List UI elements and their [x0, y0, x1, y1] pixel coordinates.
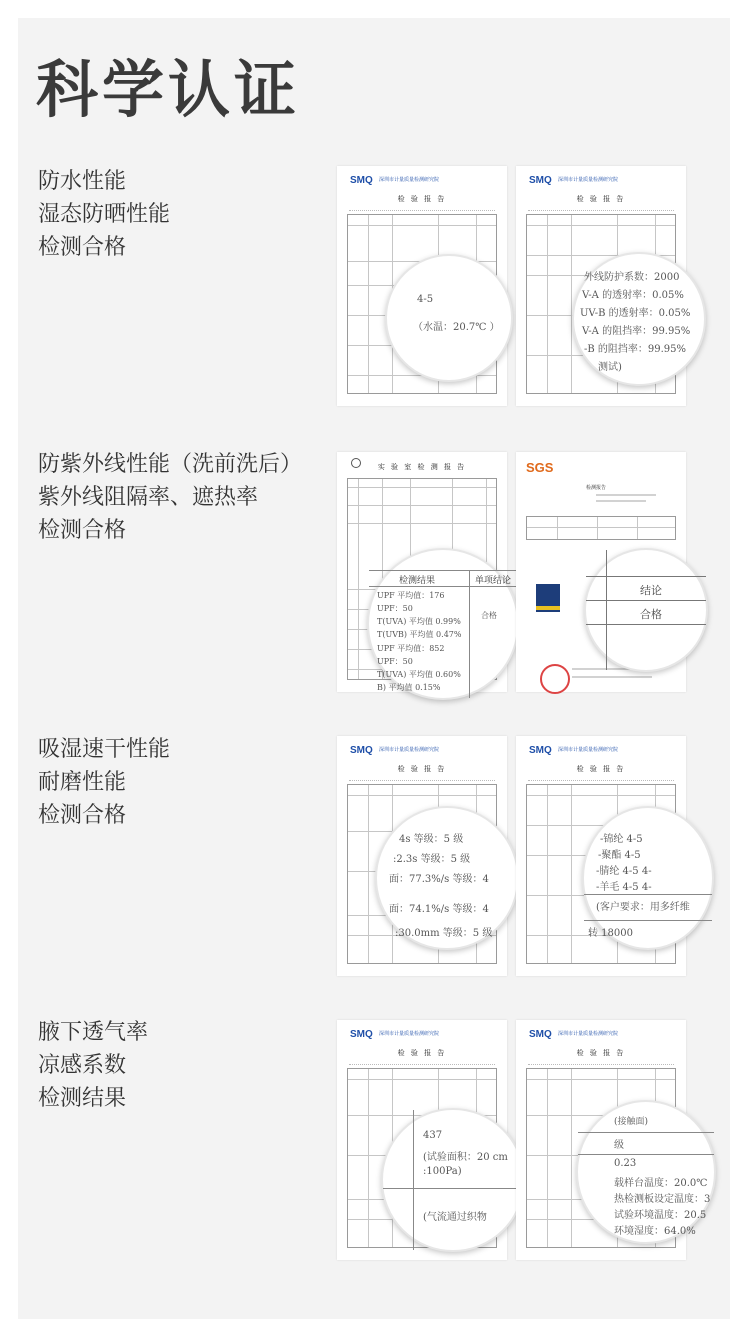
report-title: 实 验 室 检 测 报 告: [377, 463, 467, 471]
section-1-line-1: 防水性能: [38, 169, 127, 194]
mag-text: -锦纶 4-5: [600, 834, 643, 845]
section-4-text: [38, 1016, 148, 1115]
section-3-line-3: 检测合格: [38, 803, 127, 828]
mag-text: -腈纶 4-5 4-: [596, 866, 652, 877]
magnifier: [582, 806, 714, 950]
mag-text: (接触面): [614, 1117, 649, 1127]
mag-header: 检测结果: [399, 576, 436, 586]
report-logo: SMQ: [350, 175, 373, 186]
section-4-line-2: 凉感系数: [38, 1053, 127, 1078]
report-logo-sub: 深圳市计量质量检测研究院: [558, 1031, 619, 1037]
report-image: [337, 452, 512, 692]
magnifier: [572, 252, 706, 386]
report-logo-sub: 深圳市计量质量检测研究院: [379, 747, 440, 753]
section-2-line-2: 紫外线阻隔率、遮热率: [38, 485, 259, 510]
mag-text: UPF：50: [377, 657, 413, 666]
mag-text: 面：77.3%/s 等级：4: [389, 874, 489, 885]
mag-text: (客户要求：用多纤维: [596, 902, 690, 913]
mag-text: V-A 的透射率：0.05%: [582, 290, 684, 301]
report-logo-sub: 深圳市计量质量检测研究院: [379, 1031, 440, 1037]
mag-result: 合格: [481, 611, 497, 620]
mag-text: T(UVA) 平均值 0.99%: [377, 617, 461, 626]
mag-text: :100Pa): [423, 1166, 462, 1177]
mag-text: UPF 平均值：176: [377, 591, 445, 600]
mag-text: V-A 的阻挡率：99.95%: [582, 326, 691, 337]
mag-text: 转 18000: [588, 928, 633, 939]
report-image: [337, 736, 507, 976]
mag-text: 合格: [640, 608, 662, 621]
report-logo: SMQ: [529, 745, 552, 756]
magnifier: [367, 548, 519, 700]
mag-text: -羊毛 4-5 4-: [596, 882, 652, 893]
red-stamp: [540, 664, 570, 694]
report-image: [516, 166, 691, 406]
mag-text: T(UVB) 平均值 0.47%: [377, 630, 462, 639]
report-image: [337, 166, 507, 406]
report-title: 检 验 报 告: [397, 765, 447, 773]
mag-text: 测试): [598, 362, 622, 373]
mag-text: (气流通过织物: [423, 1212, 487, 1223]
page-title: 科学认证: [36, 53, 301, 126]
mag-text: 环境湿度：64.0%: [614, 1226, 696, 1237]
magnifier: [381, 1108, 525, 1252]
report-logo: SMQ: [529, 1029, 552, 1040]
mag-text: 载样台温度：20.0℃: [614, 1178, 708, 1189]
mag-text: -聚酯 4-5: [598, 850, 641, 861]
section-1-line-2: 湿态防晒性能: [38, 202, 171, 227]
section-2-line-1: 防紫外线性能（洗前洗后）: [38, 452, 303, 477]
mag-text: 面：74.1%/s 等级：4: [389, 904, 489, 915]
section-1-line-3: 检测合格: [38, 235, 127, 260]
report-logo: SMQ: [350, 745, 373, 756]
report-logo-sub: 深圳市计量质量检测研究院: [379, 177, 440, 183]
report-meta: [528, 776, 674, 781]
report-logo-sub: 深圳市计量质量检测研究院: [558, 177, 619, 183]
report-meta: [349, 776, 495, 781]
magnifier: [576, 1100, 716, 1244]
magnifier: [584, 548, 708, 672]
section-3-line-1: 吸湿速干性能: [38, 737, 171, 762]
mag-text: UPF 平均值：852: [377, 644, 445, 653]
mag-text: 437: [423, 1130, 443, 1141]
report-title: 检测报告: [586, 485, 607, 491]
report-title: 检 验 报 告: [576, 195, 626, 203]
mag-text: 4-5: [417, 294, 434, 305]
report-meta: [349, 1060, 495, 1065]
report-title: 检 验 报 告: [576, 765, 626, 773]
mag-text: （水温：20.7℃ ）: [413, 322, 500, 333]
section-4-line-3: 检测结果: [38, 1086, 127, 1111]
mag-text: 4s 等级：5 级: [399, 834, 464, 845]
report-logo-sub: 深圳市计量质量检测研究院: [558, 747, 619, 753]
sgs-logo: SGS: [526, 460, 554, 475]
report-image: [516, 1020, 711, 1260]
mag-header: 单项结论: [475, 576, 512, 586]
report-table: [526, 516, 676, 540]
mag-text: :2.3s 等级：5 级: [393, 854, 471, 865]
mag-text: 结论: [640, 584, 662, 597]
section-1-text: [38, 165, 170, 264]
mag-text: 热检测板设定温度：3: [614, 1194, 711, 1205]
mag-text: 级: [614, 1140, 624, 1151]
report-title: 检 验 报 告: [397, 195, 447, 203]
report-image: [516, 736, 690, 976]
report-meta: [528, 1060, 674, 1065]
mag-text: 外线防护系数：2000: [584, 272, 680, 283]
report-title: 检 验 报 告: [576, 1049, 626, 1057]
magnifier: [385, 254, 513, 382]
mag-text: (试验面积：20 cm: [423, 1152, 508, 1163]
report-image: [516, 452, 686, 692]
report-meta: [349, 206, 495, 211]
mag-text: UV-B 的透射率：0.05%: [580, 308, 691, 319]
mag-text: UPF：50: [377, 604, 413, 613]
report-meta: [528, 206, 674, 211]
mag-text: 0.23: [614, 1158, 637, 1169]
section-3-text: [38, 733, 170, 832]
report-title: 检 验 报 告: [397, 1049, 447, 1057]
report-logo: SMQ: [350, 1029, 373, 1040]
mag-text: B) 平均值 0.15%: [377, 683, 441, 692]
mag-text: -B 的阻挡率：99.95%: [584, 344, 687, 355]
report-image: [337, 1020, 507, 1260]
mag-text: :30.0mm 等级：5 级: [395, 928, 493, 939]
report-logo: SMQ: [529, 175, 552, 186]
section-2-text: [38, 448, 302, 547]
section-4-line-1: 腋下透气率: [38, 1020, 149, 1045]
magnifier: [375, 806, 519, 950]
section-2-line-3: 检测合格: [38, 518, 127, 543]
mag-text: 试验环境温度：20.5: [614, 1210, 707, 1221]
mag-text: T(UVA) 平均值 0.60%: [377, 670, 461, 679]
section-3-line-2: 耐磨性能: [38, 770, 127, 795]
